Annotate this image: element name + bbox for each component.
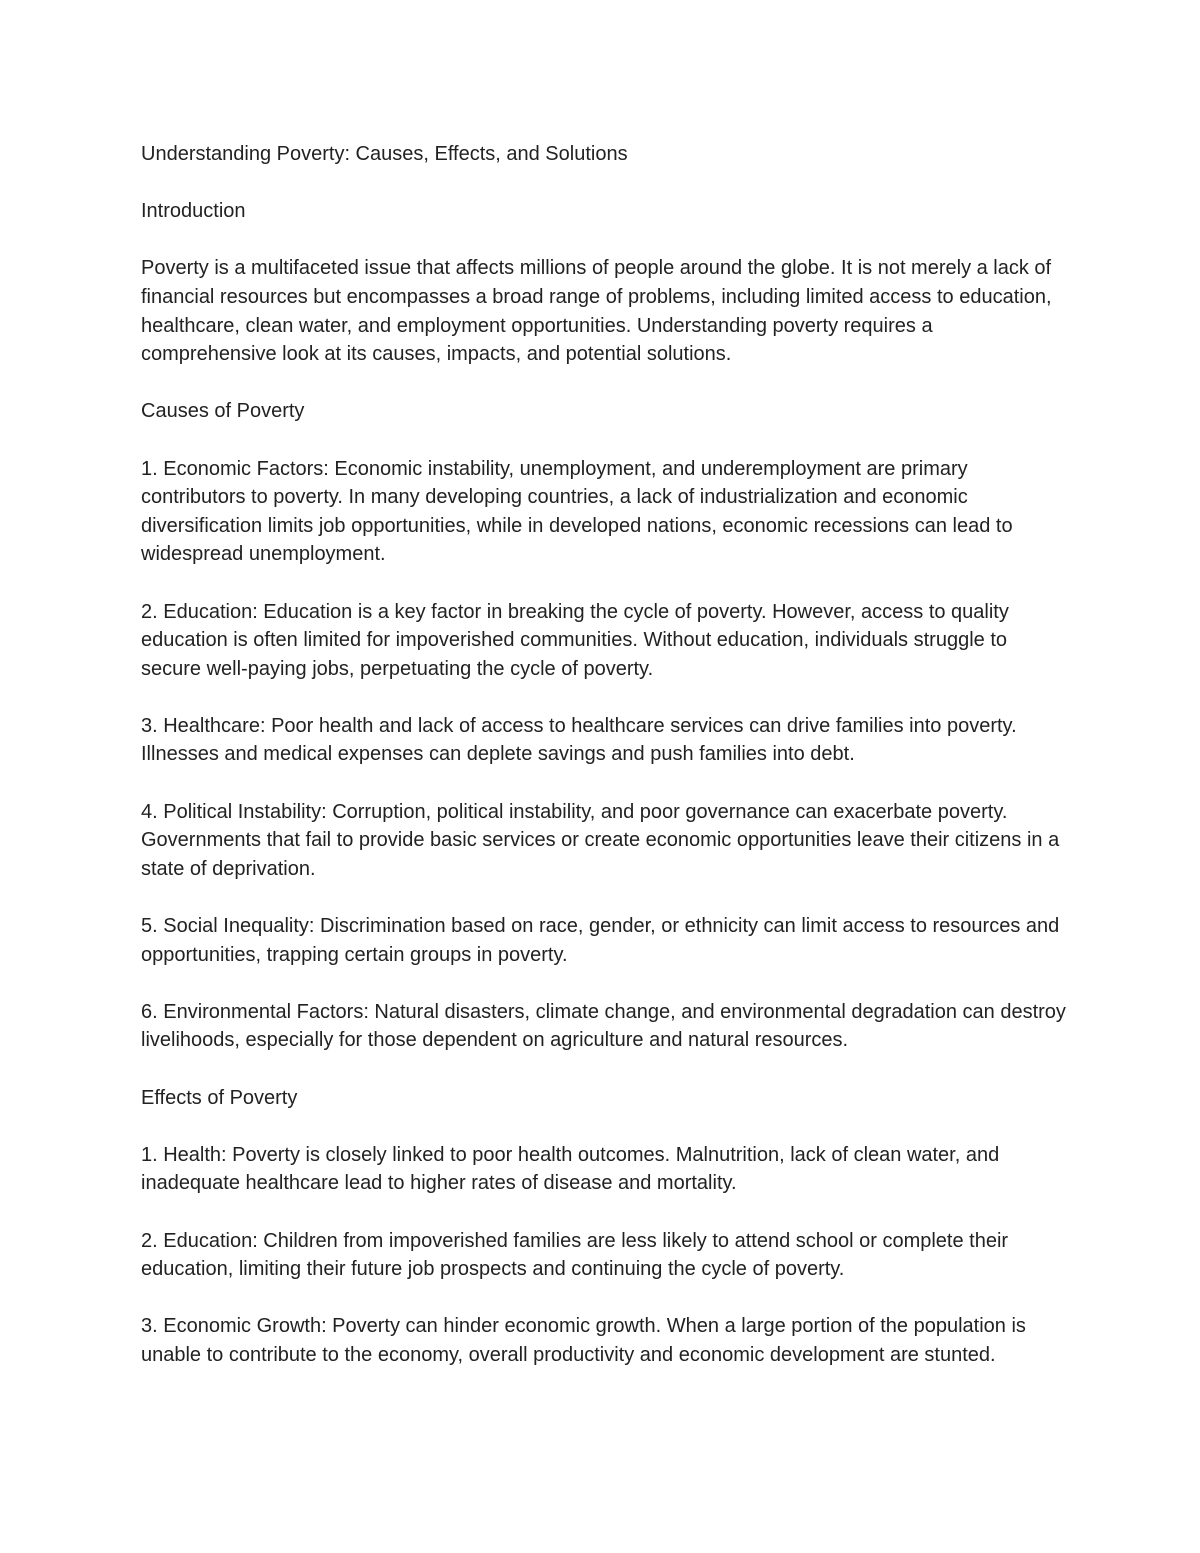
cause-item-social: 5. Social Inequality: Discrimination based on race, gender, or ethnicity can limit access to resources and opportunities, trapping certain groups in poverty.	[141, 915, 1060, 966]
cause-item-economic: 1. Economic Factors: Economic instability, unemployment, and underemployment are primary contributors to poverty. In many developing countries, a lack of industrialization and economic diversification limits job opportunities, while in developed nations, economic recessions can lead to widespread unemployment.	[141, 457, 1013, 566]
introduction-paragraph: Poverty is a multifaceted issue that affects millions of people around the globe. It is not merely a lack of financial resources but encompasses a broad range of problems, including limited access to education, healthcare, clean water, and employment opportunities. Understanding poverty requires a comprehensive look at its causes, impacts, and potential solutions.	[141, 257, 1052, 366]
effect-item-health: 1. Health: Poverty is closely linked to poor health outcomes. Malnutrition, lack of clean water, and inadequate healthcare lead to higher rates of disease and mortality.	[141, 1143, 1000, 1195]
effect-item-economic-growth: 3. Economic Growth: Poverty can hinder economic growth. When a large portion of the population is unable to contribute to the economy, overall productivity and economic development are stunted.	[141, 1315, 1026, 1366]
effect-item-education: 2. Education: Children from impoverished families are less likely to attend school or complete their education, limiting their future job prospects and continuing the cycle of poverty.	[141, 1229, 1009, 1281]
document-body	[141, 140, 1071, 1370]
document-title: Understanding Poverty: Causes, Effects, and Solutions	[141, 143, 628, 165]
cause-item-environmental: 6. Environmental Factors: Natural disasters, climate change, and environmental degradation can destroy livelihoods, especially for those dependent on agriculture and natural resources.	[141, 1000, 1066, 1052]
causes-heading: Causes of Poverty	[141, 400, 305, 423]
cause-item-political: 4. Political Instability: Corruption, political instability, and poor governance can exacerbate poverty. Governments that fail to provide basic services or create economic opportunities leave their citizens in a state of deprivation.	[141, 800, 1060, 880]
effects-heading: Effects of Poverty	[141, 1086, 298, 1109]
cause-item-education: 2. Education: Education is a key factor in breaking the cycle of poverty. However, access to quality education is often limited for impoverished communities. Without education, individuals struggle to secure well-paying jobs, perpetuating the cycle of poverty.	[141, 600, 1009, 680]
cause-item-healthcare: 3. Healthcare: Poor health and lack of access to healthcare services can drive families into poverty. Illnesses and medical expenses can deplete savings and push families into debt.	[141, 714, 1017, 766]
introduction-heading: Introduction	[141, 200, 246, 223]
